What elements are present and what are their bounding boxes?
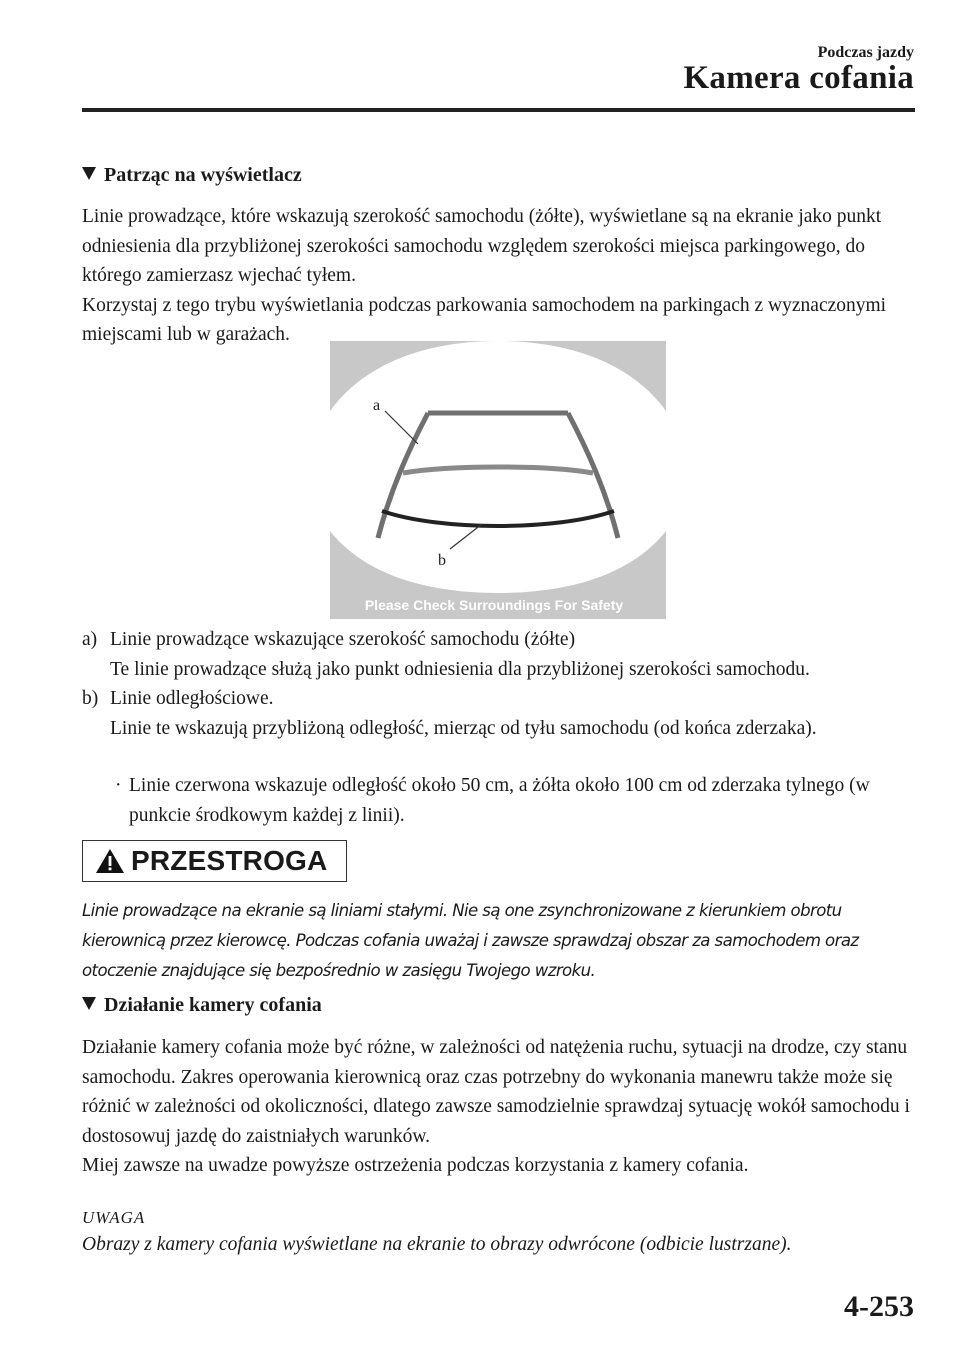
triangle-down-icon	[82, 997, 96, 1010]
figure-legend	[82, 625, 922, 743]
note-text: Obrazy z kamery cofania wyświetlane na ekranie to obrazy odwrócone (odbicie lustrzane).	[82, 1234, 792, 1255]
display-description	[82, 202, 922, 350]
paragraph: Miej zawsze na uwadze powyższe ostrzeżenia podczas korzystania z kamery cofania.	[82, 1155, 749, 1177]
legend-item	[82, 625, 922, 684]
page-number: 4-253	[844, 1290, 914, 1323]
legend-key: a)	[82, 629, 98, 650]
header-section: Podczas jazdy	[817, 44, 914, 61]
section-heading-text: Patrząc na wyświetlacz	[104, 164, 302, 186]
section-heading-text: Działanie kamery cofania	[104, 994, 322, 1016]
paragraph: Linie prowadzące, które wskazują szerokość samochodu (żółte), wyświetlane są na ekranie jako punkt odniesienia dla przybliżonej szerokości samochodu względem szerokości miejsca parkingowego, do którego zamierzasz wjechać tyłem.	[82, 206, 882, 287]
paragraph: Działanie kamery cofania może być różne, w zależności od natężenia ruchu, sytuacji na drodze, czy stanu samochodu. Zakres operowania kierownicą oraz czas potrzebny do wykonania manewru także może się różnić w zależności od okoliczności, dlatego zawsze samodzielnie sprawdzaj sytuację wokół samochodu i dostosowuj jazdę do zaistniałych warunków.	[82, 1037, 910, 1147]
figure-safety-banner: Please Check Surroundings For Safety	[364, 597, 624, 613]
legend-key: b)	[82, 688, 99, 709]
legend-item	[82, 684, 922, 743]
figure-label-a: a	[373, 397, 381, 414]
operation-description	[82, 1033, 922, 1181]
section-heading-operation	[82, 994, 322, 1017]
header-title: Kamera cofania	[683, 60, 914, 96]
camera-screen-figure	[330, 341, 666, 619]
caution-box	[82, 840, 347, 882]
caution-label: PRZESTROGA	[131, 845, 328, 876]
header-rule	[82, 108, 915, 112]
legend-title: Linie odległościowe.	[110, 688, 274, 709]
legend-title: Linie prowadzące wskazujące szerokość samochodu (żółte)	[110, 629, 576, 650]
bullet-dot: ·	[115, 775, 122, 796]
warning-triangle-icon	[95, 848, 125, 874]
bullet-item	[115, 771, 919, 830]
legend-desc: Linie te wskazują przybliżoną odległość, mierząc od tyłu samochodu (od końca zderzaka).	[110, 717, 817, 739]
bullet-text: Linie czerwona wskazuje odległość około 50 cm, a żółta około 100 cm od zderzaka tylnego (w punkcie środkowym każdej z linii).	[129, 775, 870, 826]
caution-text: Linie prowadzące na ekranie są liniami stałymi. Nie są one zsynchronizowane z kierunkiem obrotu kierownicą przez kierowcę. Podczas cofania uważaj i zawsze sprawdzaj obszar za samochodem oraz otoczenie znajdujące się bezpośrednio w zasięgu Twojego wzroku.	[82, 901, 859, 980]
legend-desc: Te linie prowadzące służą jako punkt odniesienia dla przybliżonej szerokości samochodu.	[110, 658, 810, 680]
section-heading-display	[82, 164, 302, 187]
note-label: UWAGA	[82, 1208, 146, 1227]
figure-label-b: b	[438, 552, 446, 569]
paragraph: Korzystaj z tego trybu wyświetlania podczas parkowania samochodem na parkingach z wyznaczonymi miejscami lub w garażach.	[82, 294, 887, 346]
triangle-down-icon	[82, 167, 96, 180]
